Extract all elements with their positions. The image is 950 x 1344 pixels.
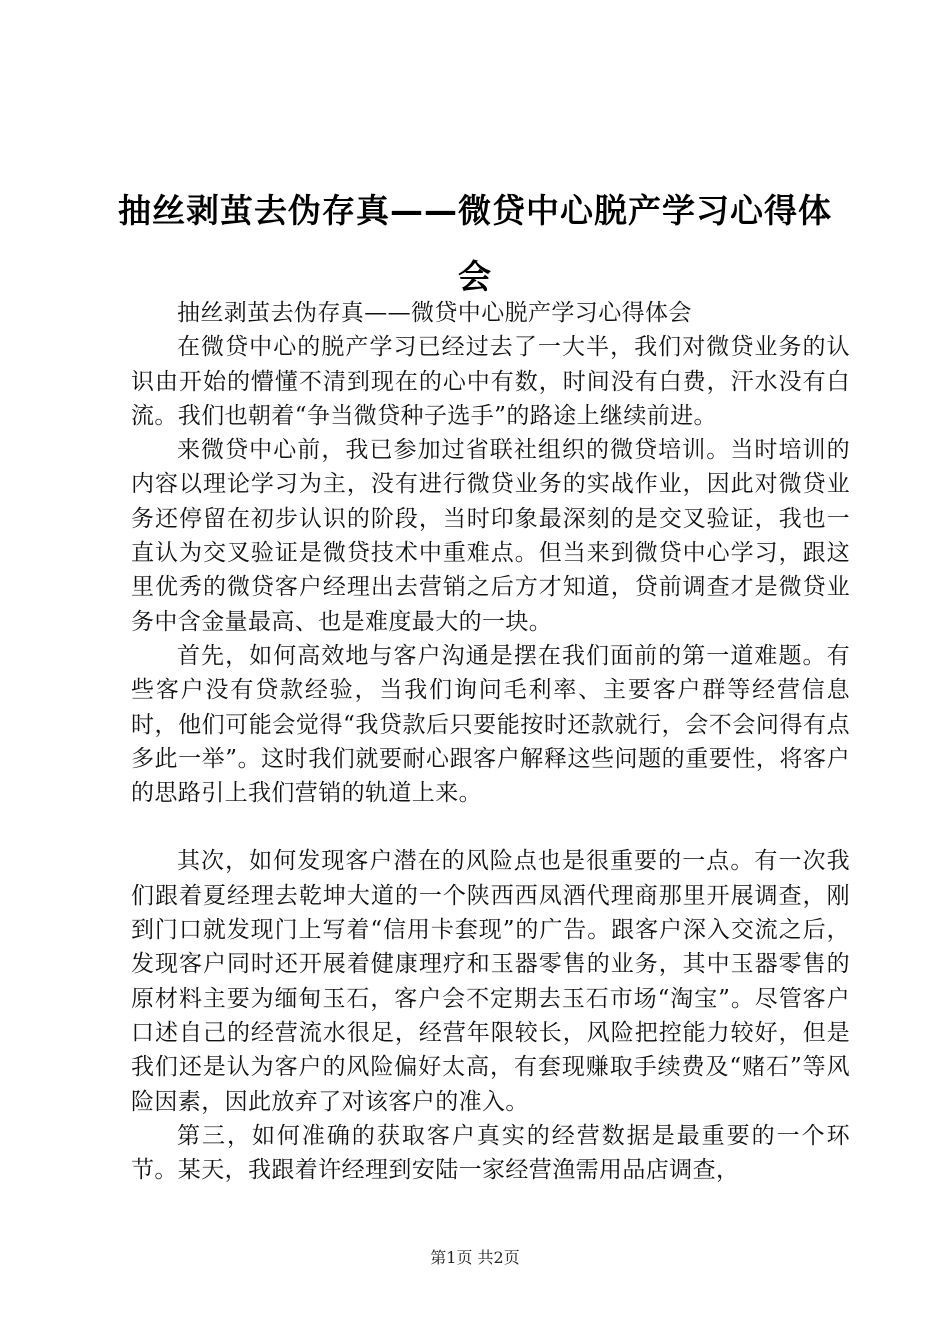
- paragraph-intro: 在微贷中心的脱产学习已经过去了一大半，我们对微贷业务的认识由开始的懵懂不清到现在的心中有数，时间没有白费，汗水没有白流。我们也朝着“争当微贷种子选手”的路途上继续前进。: [131, 334, 850, 429]
- paragraph-third-point: 第三，如何准确的获取客户真实的经营数据是最重要的一个环节。某天，我跟着许经理到安陆一家经营渔需用品店调查，: [131, 1122, 850, 1184]
- paragraph-second-point: 其次，如何发现客户潜在的风险点也是很重要的一点。有一次我们跟着夏经理去乾坤大道的一个陕西西凤酒代理商那里开展调查，刚到门口就发现门上写着“信用卡套现”的广告。跟客户深入交流之后，发现客户同时还开展着健康理疗和玉器零售的业务，其中玉器零售的原材料主要为缅甸玉石，客户会不定期去玉石市场“淘宝”。尽管客户口述自己的经营流水很足，经营年限较长，风险把控能力较好，但是我们还是认为客户的风险偏好太高，有套现赚取手续费及“赌石”等风险因素，因此放弃了对该客户的准入。: [131, 848, 850, 1115]
- document-body: [131, 296, 850, 1187]
- paragraph-subtitle: 抽丝剥茧去伪存真——微贷中心脱产学习心得体会: [177, 300, 692, 326]
- paragraph-first-point: 首先，如何高效地与客户沟通是摆在我们面前的第一道难题。有些客户没有贷款经验，当我们询问毛利率、主要客户群等经营信息时，他们可能会觉得“我贷款后只要能按时还款就行，会不会问得有点多此一举”。这时我们就要耐心跟客户解释这些问题的重要性，将客户的思路引上我们营销的轨道上来。: [131, 642, 850, 807]
- document-title: 抽丝剥茧去伪存真——微贷中心脱产学习心得体会: [118, 191, 832, 296]
- page-number-footer: 第1页 共2页: [430, 1248, 520, 1267]
- paragraph-background: 来微贷中心前，我已参加过省联社组织的微贷培训。当时培训的内容以理论学习为主，没有进行微贷业务的实战作业，因此对微贷业务还停留在初步认识的阶段，当时印象最深刻的是交叉验证，我也一直认为交叉验证是微贷技术中重难点。但当来到微贷中心学习，跟这里优秀的微贷客户经理出去营销之后方才知道，贷前调查才是微贷业务中含金量最高、也是难度最大的一块。: [131, 437, 850, 635]
